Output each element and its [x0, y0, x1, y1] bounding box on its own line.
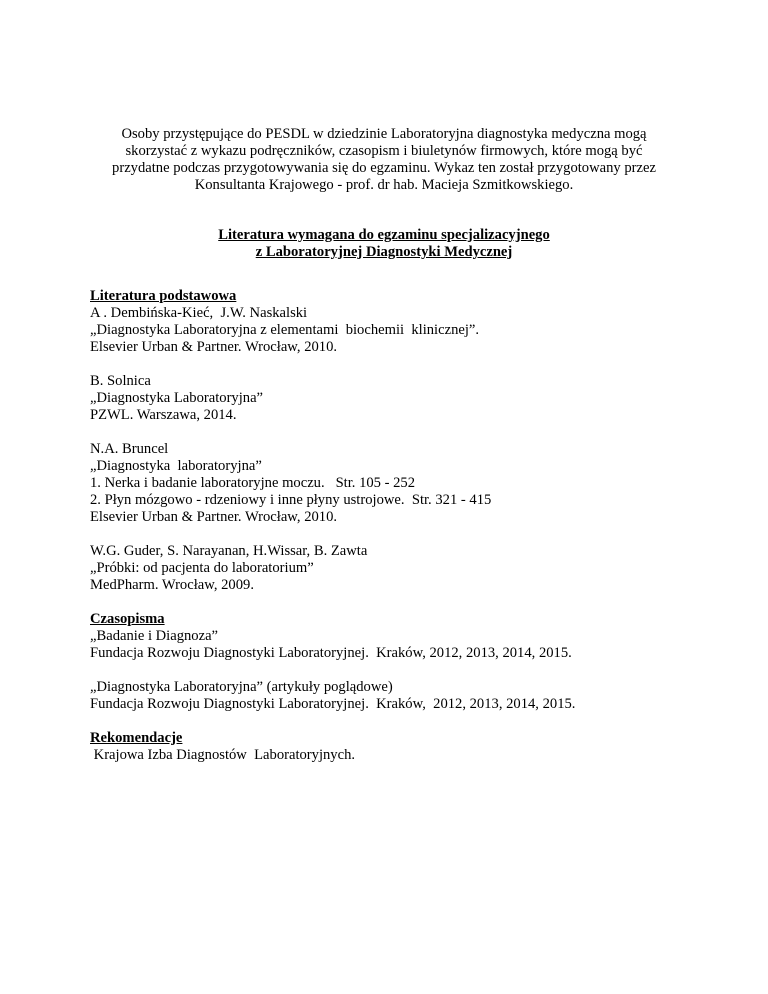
bibliography-entry: [90, 543, 730, 594]
document-heading: [60, 227, 708, 261]
section-title: Czasopisma: [90, 611, 165, 627]
entry-chapter: 1. Nerka i badanie laboratoryjne moczu. Str. 105 - 252: [90, 475, 416, 491]
section-basic-literature: [90, 288, 730, 594]
entry-title: „Diagnostyka Laboratoryjna”: [90, 390, 264, 406]
section-title: Literatura podstawowa: [90, 288, 237, 304]
entry-publisher: MedPharm. Wrocław, 2009.: [90, 577, 254, 593]
bibliography-entry: [90, 373, 730, 424]
entry-publisher: PZWL. Warszawa, 2014.: [90, 407, 237, 423]
section-recommendations: [90, 730, 730, 764]
intro-line: przydatne podczas przygotowywania się do egzaminu. Wykaz ten został przygotowany przez: [112, 160, 656, 176]
intro-line: Konsultanta Krajowego - prof. dr hab. Macieja Szmitkowskiego.: [194, 177, 574, 193]
intro-paragraph: [60, 126, 708, 194]
entry-publisher: Fundacja Rozwoju Diagnostyki Laboratoryjnej. Kraków, 2012, 2013, 2014, 2015.: [90, 645, 572, 661]
bibliography-entry: [90, 305, 730, 356]
entry-authors: B. Solnica: [90, 373, 151, 389]
entry-title: „Diagnostyka laboratoryjna”: [90, 458, 262, 474]
heading-line-2: z Laboratoryjnej Diagnostyki Medycznej: [255, 244, 513, 260]
journal-entry: [90, 679, 730, 713]
entry-chapter: 2. Płyn mózgowo - rdzeniowy i inne płyny ustrojowe. Str. 321 - 415: [90, 492, 492, 508]
intro-line: skorzystać z wykazu podręczników, czasopism i biuletynów firmowych, które mogą być: [125, 143, 643, 159]
bibliography-entry: [90, 441, 730, 526]
intro-line: Osoby przystępujące do PESDL w dziedzinie Laboratoryjna diagnostyka medyczna mogą: [121, 126, 647, 142]
bibliography: [90, 288, 730, 764]
section-title: Rekomendacje: [90, 730, 183, 746]
entry-publisher: Fundacja Rozwoju Diagnostyki Laboratoryjnej. Kraków, 2012, 2013, 2014, 2015.: [90, 696, 576, 712]
entry-authors: N.A. Bruncel: [90, 441, 169, 457]
entry-publisher: Elsevier Urban & Partner. Wrocław, 2010.: [90, 509, 338, 525]
entry-publisher: Elsevier Urban & Partner. Wrocław, 2010.: [90, 339, 338, 355]
entry-title: „Próbki: od pacjenta do laboratorium”: [90, 560, 314, 576]
journal-entry: [90, 628, 730, 662]
section-journals: [90, 611, 730, 713]
entry-authors: A . Dembińska-Kieć, J.W. Naskalski: [90, 305, 308, 321]
recommendation-entry: Krajowa Izba Diagnostów Laboratoryjnych.: [90, 747, 356, 763]
entry-title: „Diagnostyka Laboratoryjna z elementami biochemii klinicznej”.: [90, 322, 480, 338]
entry-title: „Diagnostyka Laboratoryjna” (artykuły poglądowe): [90, 679, 393, 695]
entry-title: „Badanie i Diagnoza”: [90, 628, 219, 644]
heading-line-1: Literatura wymagana do egzaminu specjalizacyjnego: [218, 227, 550, 243]
entry-authors: W.G. Guder, S. Narayanan, H.Wissar, B. Zawta: [90, 543, 368, 559]
